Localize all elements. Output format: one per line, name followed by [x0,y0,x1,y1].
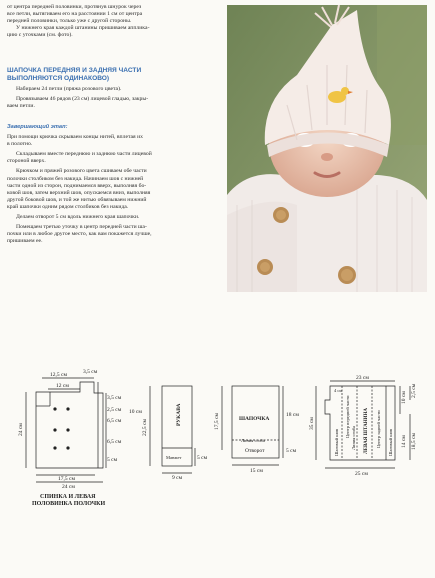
hat-cuff-label: Отворот [245,448,265,454]
intro-line: цию с уточками (см. фото). [7,32,73,39]
final-line: другой боковой шов, и той же нитью обвязываем нижний [7,196,147,203]
final-line: Делаем отворот 5 см вдоль нижнего края шапочки. [16,214,140,221]
pants-dim-left: 35 см [309,417,315,430]
final-line: край шапочки одним рядом столбиков без накида. [7,203,129,210]
pants-front-center-label: Центр передней части [345,395,350,438]
back-caption: СПИНКА И ЛЕВАЯ [40,494,96,500]
final-line: полочки столбиком без накида. Начинаем шов с нижней [7,175,144,182]
back-dim-right: 5 см [107,457,118,463]
final-line: в полотно. [7,141,33,148]
hat-label: ШАПОЧКА [239,416,270,422]
heading-line: ВЫПОЛНЯЮТСЯ ОДИНАКОВО) [7,75,110,82]
hat-line: Набираем 24 петли (пряжа розового цвета). [16,86,122,92]
intro-line: от центра передней половинки, протянув шнурок через [7,4,142,10]
pants-fold-label: Линия сгиба [351,425,356,450]
pants-dim-right2: 2,5 см [411,383,417,398]
intro-line: У нижнего края каждой штанины пришиваем аппликa- [16,25,150,32]
back-caption: ПОЛОВИНКА ПОЛОЧКИ [32,501,106,507]
pants-dim-right3: 18,5 см [411,433,417,450]
final-line: При помощи крючка скрываем концы нитей, вплетая их [7,134,143,141]
back-piece-outline [36,382,103,468]
sleeve-dim-right: 5 см [197,455,208,461]
pattern-diagrams-svg [0,318,435,573]
intro-line: передней половинки, только уже с другой стороны. [7,18,132,25]
final-line: Крючком и пряжей розового цвета сшиваем обе части [16,168,147,175]
intro-line: все петли, вытягиваем его на расстоянии 1 см от центра [7,11,143,18]
baby-photo [227,5,427,292]
back-dim-bottom1: 17,5 см [58,476,75,482]
final-line: Помещаем третью уточку в центр передней части ша- [16,224,147,231]
hat-dim-left: 17,5 см [214,413,220,430]
final-stage [7,124,222,245]
hat-instructions [7,86,222,110]
heading-line: ШАПОЧКА ПЕРЕДНЯЯ И ЗАДНЯЯ ЧАСТИ [7,67,142,74]
back-dim-top1: 12,5 см [50,372,67,378]
pants-title: ЛЕВАЯ ШТАНИНА [364,407,369,454]
pants-dim-top-small: 4 см [334,388,343,393]
final-subheading: Завершающий этап: [7,124,68,130]
back-dim-bottom2: 24 см [62,484,75,490]
final-line: почки или в любое другое место, как вам покажется лучше, [7,231,152,238]
hat-dim-right1: 18 см [286,412,299,418]
pants-dim-bottom: 25 см [355,471,368,477]
pants-dim-right1: 10 см [401,391,407,404]
back-dim-right: 3,5 см [107,395,122,401]
hat-dim-bottom: 15 см [250,468,263,474]
back-dim-top3: 12 см [56,383,69,389]
sleeve-cuff-label: Манжет [166,455,182,460]
final-line: Складываем вместе переднюю и заднюю части лицевой [16,151,152,158]
pants-back-center-label: Центр задней части [376,410,381,448]
back-dim-right-big: 10 см [129,409,142,415]
sleeve-label: РУКАВА [176,403,182,426]
back-dim-top2: 3,5 см [83,369,98,375]
back-dim-right: 2,5 см [107,407,122,413]
intro-paragraph [7,4,222,39]
final-line: пришиваем ее. [7,238,43,245]
hat-line: Провязываем 46 рядов (23 см) лицевой гладью, закры- [16,96,149,103]
pants-seam-label: Шаговый шов [334,428,339,456]
hat-dim-right2: 5 см [286,448,297,454]
final-line: стороной вверх. [7,158,46,165]
back-dim-right: 6,5 см [107,418,122,424]
final-line: ковой шов, затем верхний шов, опускаемся вниз, выполняя [7,189,151,196]
back-dim-right: 6,5 см [107,439,122,445]
section-heading [7,67,222,83]
pants-dim-mid: 14 см [401,435,407,448]
final-line: части одной из сторон, поднимаемся вверх, выполняя бо- [7,182,147,189]
hat-line: ваем петли. [7,103,35,110]
back-dim-left: 24 см [18,423,24,436]
pants-seam-label: Шаговый шов [388,428,393,456]
baby-photo-illustration [227,5,427,292]
sleeve-dim-bottom: 9 см [172,475,183,481]
pants-dim-top: 23 см [356,375,369,381]
pattern-diagrams [0,318,435,573]
sleeve-dim-left: 22,5 см [142,419,148,436]
hat-fold-label: Линия сгиба [241,438,266,443]
